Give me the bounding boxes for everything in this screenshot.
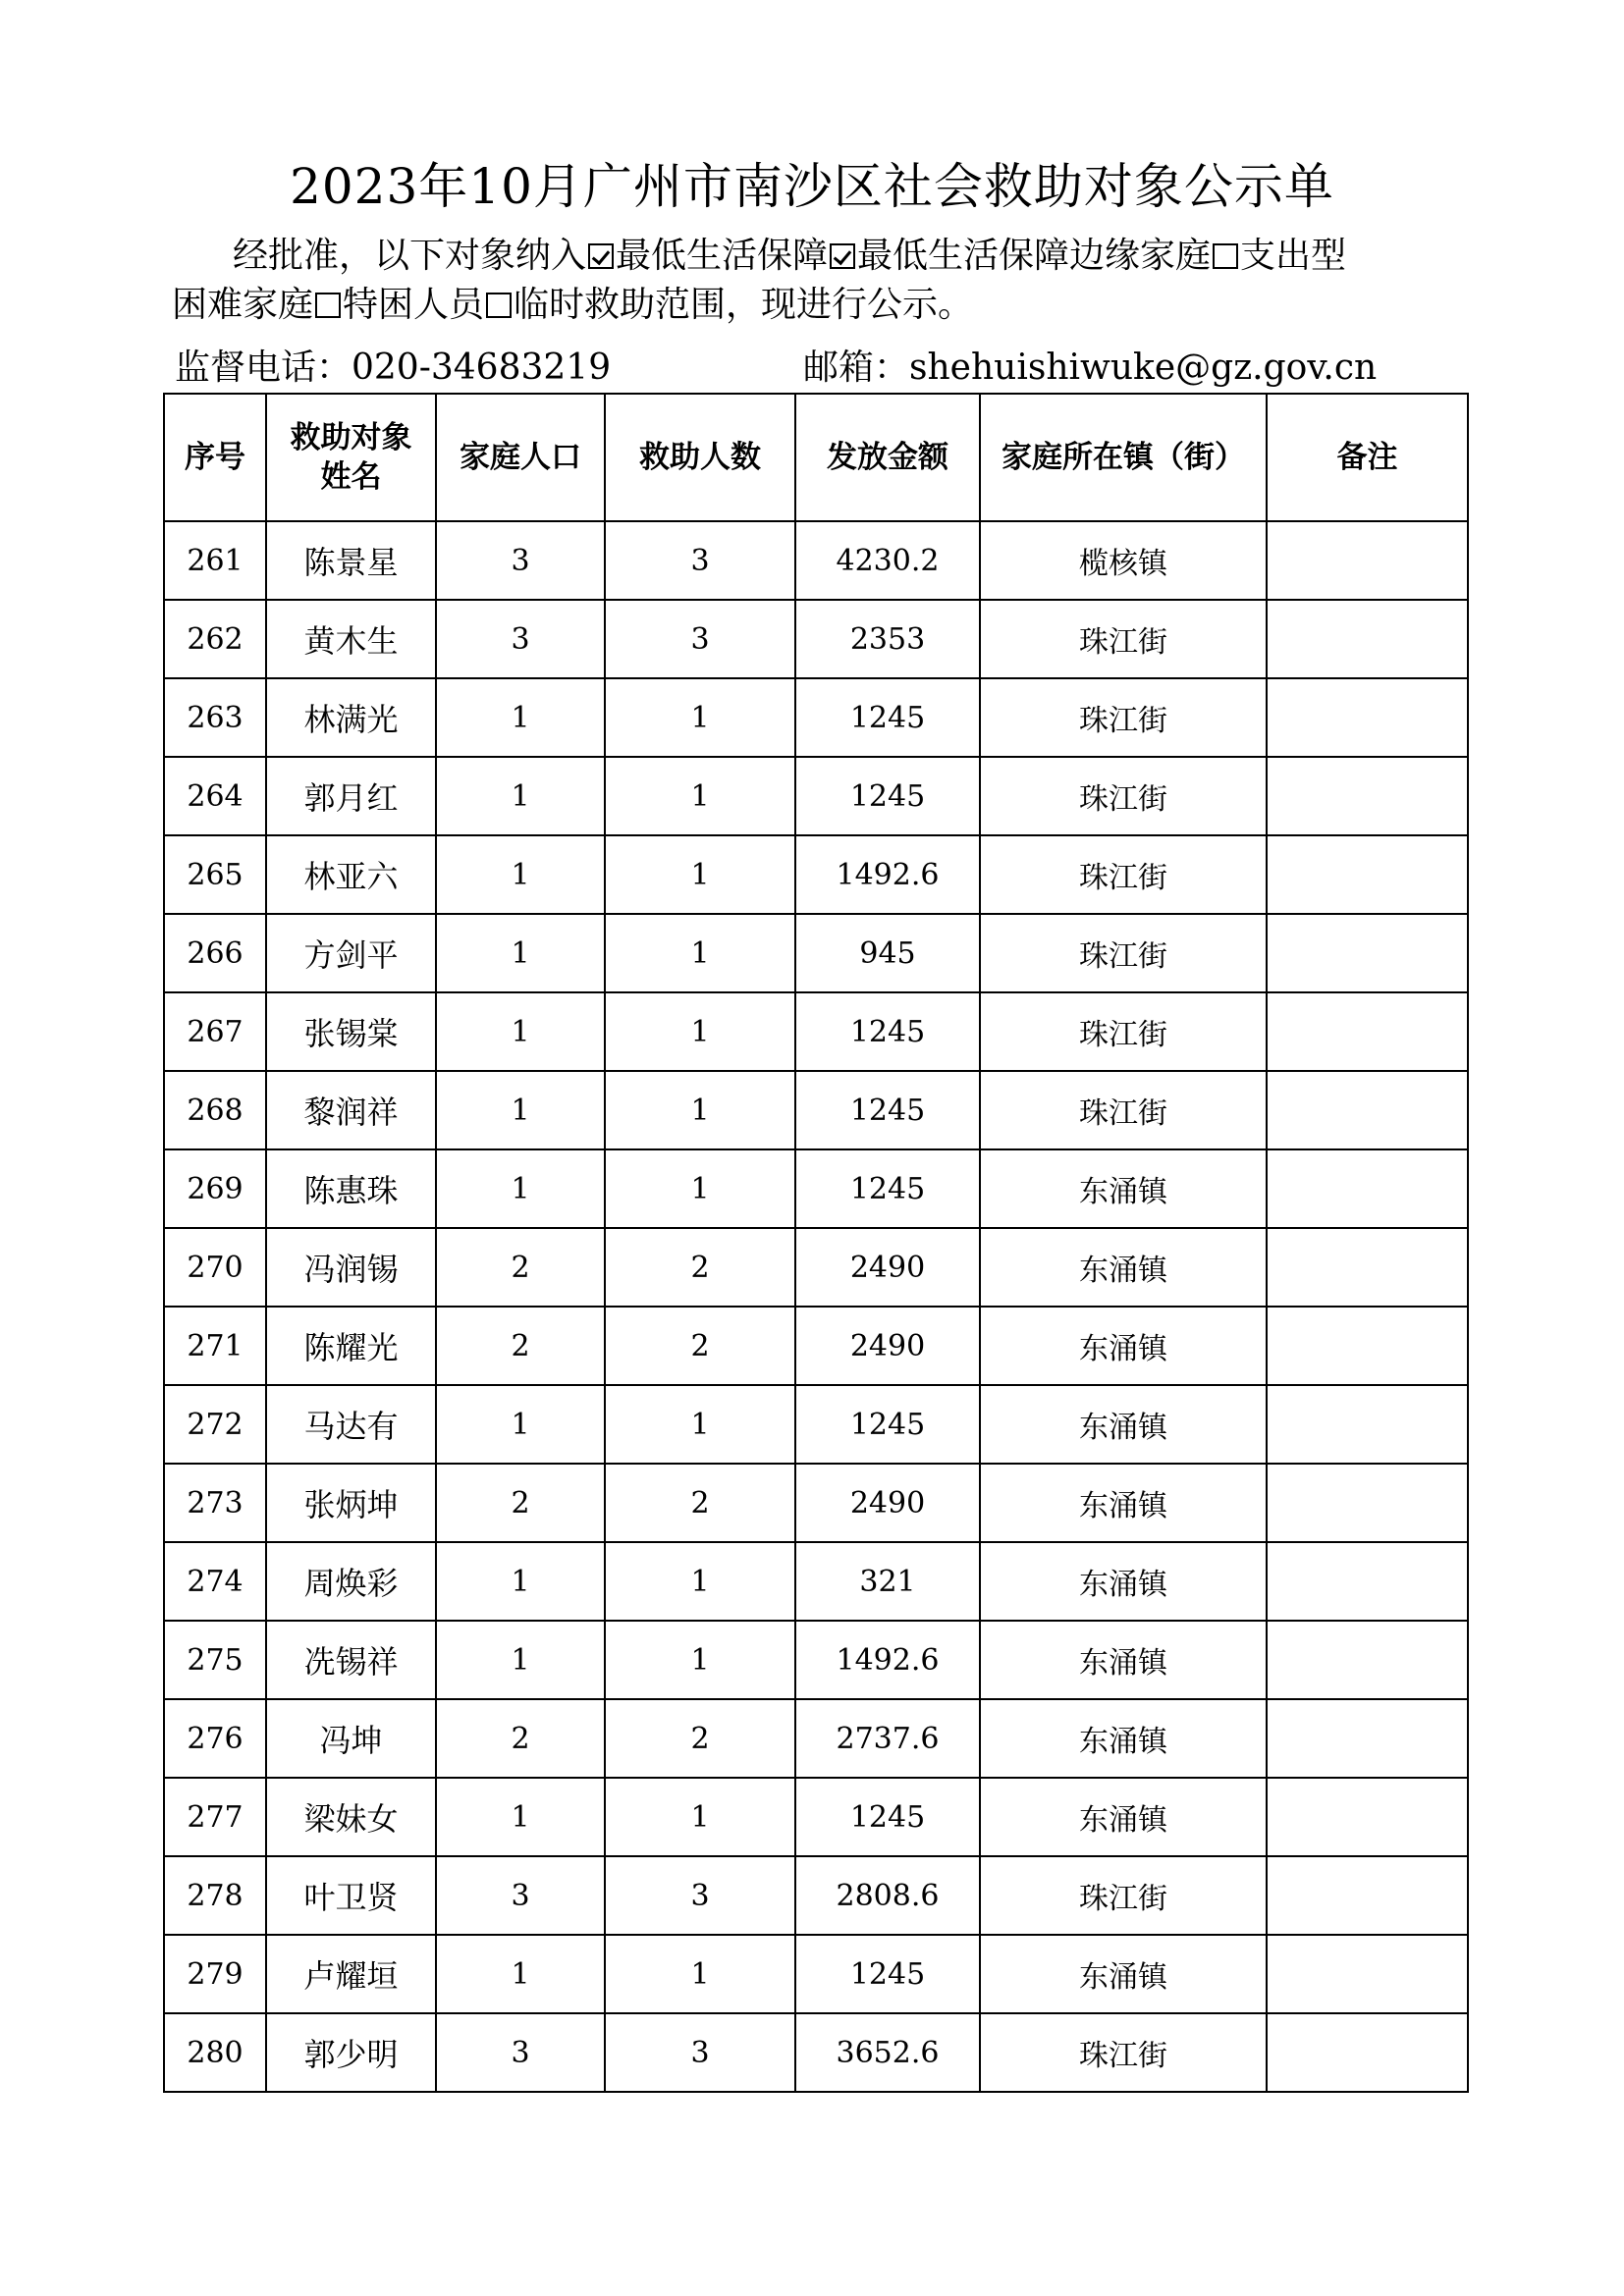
cell-no: 273	[164, 1464, 266, 1542]
cell-no: 267	[164, 992, 266, 1071]
header-remark: 备注	[1267, 394, 1468, 521]
cell-no: 269	[164, 1149, 266, 1228]
option-label: 临时救助范围，现进行公示。	[514, 285, 974, 325]
cell-amount: 1245	[795, 757, 980, 835]
cell-name: 叶卫贤	[266, 1856, 436, 1935]
intro-paragraph	[172, 232, 1478, 330]
cell-amount: 1245	[795, 1149, 980, 1228]
option-label: 特困人员	[343, 285, 485, 325]
cell-name: 周焕彩	[266, 1542, 436, 1621]
cell-household: 1	[436, 1071, 605, 1149]
table-row	[164, 757, 1468, 835]
table-row	[164, 992, 1468, 1071]
cell-town: 东涌镇	[980, 1149, 1267, 1228]
table-row	[164, 1621, 1468, 1699]
cell-town: 珠江街	[980, 2013, 1267, 2092]
cell-household: 1	[436, 1935, 605, 2013]
cell-town: 东涌镇	[980, 1699, 1267, 1778]
cell-amount: 3652.6	[795, 2013, 980, 2092]
cell-name: 冯坤	[266, 1699, 436, 1778]
table-row	[164, 1071, 1468, 1149]
option-label: 支出型	[1240, 236, 1347, 276]
table-row	[164, 1307, 1468, 1385]
cell-aided: 1	[605, 757, 795, 835]
table-row	[164, 1856, 1468, 1935]
cell-amount: 4230.2	[795, 521, 980, 600]
intro-text: 经批准，以下对象纳入	[233, 236, 587, 276]
header-name-line2: 姓名	[320, 459, 382, 495]
checkbox-icon	[1213, 243, 1238, 269]
cell-amount: 2808.6	[795, 1856, 980, 1935]
cell-remark	[1267, 1149, 1468, 1228]
cell-remark	[1267, 1699, 1468, 1778]
cell-household: 2	[436, 1464, 605, 1542]
cell-remark	[1267, 600, 1468, 678]
cell-remark	[1267, 1228, 1468, 1307]
table-row	[164, 2013, 1468, 2092]
table-row	[164, 600, 1468, 678]
header-amount: 发放金额	[795, 394, 980, 521]
cell-no: 262	[164, 600, 266, 678]
cell-amount: 1245	[795, 1071, 980, 1149]
cell-town: 东涌镇	[980, 1542, 1267, 1621]
table-row	[164, 1228, 1468, 1307]
cell-town: 珠江街	[980, 835, 1267, 914]
header-household: 家庭人口	[436, 394, 605, 521]
cell-remark	[1267, 757, 1468, 835]
cell-amount: 2490	[795, 1307, 980, 1385]
cell-name: 马达有	[266, 1385, 436, 1464]
cell-town: 珠江街	[980, 678, 1267, 757]
cell-household: 1	[436, 757, 605, 835]
cell-aided: 2	[605, 1464, 795, 1542]
cell-town: 东涌镇	[980, 1464, 1267, 1542]
table-row	[164, 835, 1468, 914]
table-body	[164, 521, 1468, 2092]
header-name	[266, 394, 436, 521]
cell-no: 280	[164, 2013, 266, 2092]
cell-remark	[1267, 1542, 1468, 1621]
cell-amount: 1245	[795, 1935, 980, 2013]
cell-remark	[1267, 1071, 1468, 1149]
cell-aided: 1	[605, 1935, 795, 2013]
option-label: 困难家庭	[172, 285, 314, 325]
beneficiary-table	[163, 393, 1469, 2093]
cell-remark	[1267, 914, 1468, 992]
cell-household: 1	[436, 1149, 605, 1228]
cell-remark	[1267, 678, 1468, 757]
header-town: 家庭所在镇（街）	[980, 394, 1267, 521]
cell-town: 珠江街	[980, 757, 1267, 835]
contact-email: 邮箱：shehuishiwuke@gz.gov.cn	[803, 347, 1378, 388]
cell-town: 东涌镇	[980, 1778, 1267, 1856]
cell-name: 梁妹女	[266, 1778, 436, 1856]
header-name-line1: 救助对象	[290, 420, 412, 455]
cell-remark	[1267, 835, 1468, 914]
cell-remark	[1267, 1856, 1468, 1935]
option-label: 最低生活保障边缘家庭	[857, 236, 1212, 276]
header-aided: 救助人数	[605, 394, 795, 521]
cell-remark	[1267, 1621, 1468, 1699]
cell-remark	[1267, 1385, 1468, 1464]
cell-household: 3	[436, 600, 605, 678]
cell-aided: 3	[605, 521, 795, 600]
cell-town: 珠江街	[980, 1856, 1267, 1935]
cell-amount: 1492.6	[795, 1621, 980, 1699]
cell-remark	[1267, 1307, 1468, 1385]
cell-remark	[1267, 2013, 1468, 2092]
cell-town: 东涌镇	[980, 1935, 1267, 2013]
cell-household: 1	[436, 835, 605, 914]
cell-household: 1	[436, 1385, 605, 1464]
cell-no: 266	[164, 914, 266, 992]
cell-town: 东涌镇	[980, 1385, 1267, 1464]
cell-name: 郭少明	[266, 2013, 436, 2092]
cell-no: 268	[164, 1071, 266, 1149]
cell-amount: 945	[795, 914, 980, 992]
cell-name: 方剑平	[266, 914, 436, 992]
cell-remark	[1267, 992, 1468, 1071]
cell-no: 271	[164, 1307, 266, 1385]
cell-amount: 2490	[795, 1464, 980, 1542]
cell-aided: 1	[605, 1621, 795, 1699]
cell-town: 榄核镇	[980, 521, 1267, 600]
cell-no: 276	[164, 1699, 266, 1778]
cell-no: 274	[164, 1542, 266, 1621]
cell-amount: 2353	[795, 600, 980, 678]
checkbox-icon	[830, 243, 855, 269]
cell-name: 黎润祥	[266, 1071, 436, 1149]
checkbox-icon	[588, 243, 614, 269]
cell-aided: 1	[605, 914, 795, 992]
cell-no: 263	[164, 678, 266, 757]
cell-name: 冯润锡	[266, 1228, 436, 1307]
cell-no: 277	[164, 1778, 266, 1856]
cell-no: 279	[164, 1935, 266, 2013]
cell-town: 东涌镇	[980, 1228, 1267, 1307]
table-row	[164, 1699, 1468, 1778]
table-row	[164, 521, 1468, 600]
cell-household: 1	[436, 1621, 605, 1699]
cell-amount: 2737.6	[795, 1699, 980, 1778]
cell-amount: 2490	[795, 1228, 980, 1307]
cell-no: 272	[164, 1385, 266, 1464]
table-row	[164, 1935, 1468, 2013]
cell-name: 郭月红	[266, 757, 436, 835]
cell-household: 3	[436, 1856, 605, 1935]
cell-aided: 2	[605, 1228, 795, 1307]
cell-name: 陈景星	[266, 521, 436, 600]
table-header-row	[164, 394, 1468, 521]
table-row	[164, 1542, 1468, 1621]
cell-aided: 1	[605, 1149, 795, 1228]
cell-no: 264	[164, 757, 266, 835]
cell-remark	[1267, 1464, 1468, 1542]
cell-household: 2	[436, 1307, 605, 1385]
table-row	[164, 1149, 1468, 1228]
cell-town: 东涌镇	[980, 1307, 1267, 1385]
cell-household: 3	[436, 521, 605, 600]
cell-household: 1	[436, 914, 605, 992]
cell-no: 265	[164, 835, 266, 914]
cell-amount: 1245	[795, 1385, 980, 1464]
cell-aided: 1	[605, 835, 795, 914]
supervision-phone: 监督电话：020-34683219	[175, 347, 612, 388]
cell-name: 陈耀光	[266, 1307, 436, 1385]
cell-no: 261	[164, 521, 266, 600]
cell-amount: 321	[795, 1542, 980, 1621]
option-label: 最低生活保障	[616, 236, 829, 276]
cell-remark	[1267, 1778, 1468, 1856]
cell-household: 1	[436, 1778, 605, 1856]
table-row	[164, 1778, 1468, 1856]
cell-town: 珠江街	[980, 992, 1267, 1071]
cell-name: 张炳坤	[266, 1464, 436, 1542]
header-no: 序号	[164, 394, 266, 521]
cell-household: 1	[436, 992, 605, 1071]
cell-no: 275	[164, 1621, 266, 1699]
cell-town: 珠江街	[980, 1071, 1267, 1149]
table-row	[164, 1464, 1468, 1542]
cell-aided: 3	[605, 1856, 795, 1935]
page-title: 2023年10月广州市南沙区社会救助对象公示单	[290, 158, 1334, 215]
table-row	[164, 914, 1468, 992]
cell-aided: 3	[605, 2013, 795, 2092]
checkbox-icon	[315, 293, 341, 318]
cell-household: 1	[436, 1542, 605, 1621]
cell-amount: 1245	[795, 678, 980, 757]
cell-household: 2	[436, 1228, 605, 1307]
cell-name: 卢耀垣	[266, 1935, 436, 2013]
cell-amount: 1245	[795, 992, 980, 1071]
cell-household: 3	[436, 2013, 605, 2092]
cell-no: 270	[164, 1228, 266, 1307]
cell-town: 珠江街	[980, 914, 1267, 992]
checkbox-icon	[486, 293, 512, 318]
cell-aided: 2	[605, 1307, 795, 1385]
table-row	[164, 678, 1468, 757]
cell-town: 珠江街	[980, 600, 1267, 678]
cell-aided: 2	[605, 1699, 795, 1778]
cell-aided: 1	[605, 992, 795, 1071]
cell-aided: 1	[605, 1778, 795, 1856]
cell-household: 1	[436, 678, 605, 757]
cell-aided: 1	[605, 678, 795, 757]
cell-amount: 1245	[795, 1778, 980, 1856]
cell-town: 东涌镇	[980, 1621, 1267, 1699]
cell-name: 林满光	[266, 678, 436, 757]
cell-household: 2	[436, 1699, 605, 1778]
table-row	[164, 1385, 1468, 1464]
cell-aided: 1	[605, 1542, 795, 1621]
cell-name: 冼锡祥	[266, 1621, 436, 1699]
cell-name: 林亚六	[266, 835, 436, 914]
cell-no: 278	[164, 1856, 266, 1935]
cell-name: 陈惠珠	[266, 1149, 436, 1228]
cell-aided: 1	[605, 1385, 795, 1464]
cell-remark	[1267, 521, 1468, 600]
cell-name: 张锡棠	[266, 992, 436, 1071]
cell-name: 黄木生	[266, 600, 436, 678]
cell-aided: 1	[605, 1071, 795, 1149]
cell-amount: 1492.6	[795, 835, 980, 914]
cell-remark	[1267, 1935, 1468, 2013]
cell-aided: 3	[605, 600, 795, 678]
